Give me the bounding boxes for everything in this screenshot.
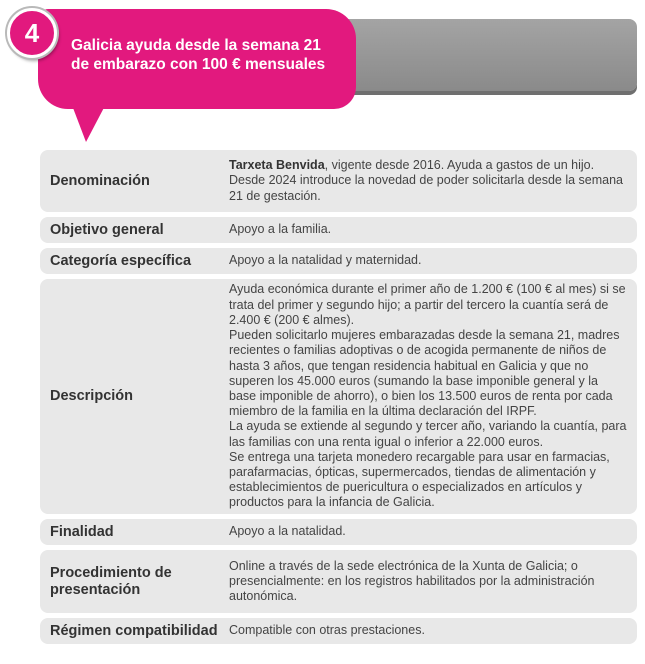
- row-value: [221, 279, 637, 514]
- page-title: [71, 36, 351, 74]
- row-label: Procedimiento de presentación: [50, 564, 172, 598]
- row-value: Apoyo a la familia.: [229, 222, 332, 237]
- table-row-finalidad: [40, 519, 637, 545]
- info-table: [40, 150, 637, 649]
- table-row-denominacion: [40, 150, 637, 212]
- row-label: Descripción: [50, 388, 133, 404]
- description-paragraph: La ayuda se extiende al segundo y tercer año, variando la cuantía, para las familias con una renta igual o inferior a 22.000 euros.: [229, 419, 627, 449]
- description-paragraph: Ayuda económica durante el primer año de 1.200 € (100 € al mes) si se trata del primer y segundo hijo; a partir del tercero la cuantía será de 2.400 € (200 € almes).: [229, 282, 626, 327]
- value-text: , vigente desde 2016. Ayuda a gastos de un hijo. Desde 2024 introduce la novedad de poder solicitarla desde la semana 21 de gestación.: [229, 158, 624, 203]
- table-row-procedimiento: [40, 550, 637, 613]
- row-value: [221, 150, 637, 212]
- page-title-line-1: Galicia ayuda desde la semana 21: [71, 37, 321, 54]
- description-paragraph: Se entrega una tarjeta monedero recargable para usar en farmacias, parafarmacias, ópticas, supermercados, tiendas de alimentación y establecimientos de puericultura o especializados en artículos y productos para la infancia de Galicia.: [229, 449, 610, 510]
- table-row-descripcion: [40, 279, 637, 514]
- row-label: Denominación: [50, 172, 150, 189]
- row-value: Apoyo a la natalidad.: [229, 524, 346, 539]
- row-value: Online a través de la sede electrónica de la Xunta de Galicia; o presencialmente: en los registros habilitados por la administración autonómica.: [229, 558, 595, 604]
- row-label: Finalidad: [50, 523, 114, 540]
- value-bold: Tarxeta Benvida: [229, 158, 325, 173]
- row-label: Objetivo general: [50, 221, 164, 238]
- row-label: Categoría específica: [50, 252, 192, 269]
- row-label: Régimen compatibilidad: [50, 622, 218, 639]
- row-value: Compatible con otras prestaciones.: [229, 623, 425, 638]
- row-value: Apoyo a la natalidad y maternidad.: [229, 253, 422, 268]
- page-title-line-2: de embarazo con 100 € mensuales: [71, 56, 326, 73]
- table-row-regimen: [40, 618, 637, 644]
- table-row-objetivo: [40, 217, 637, 243]
- section-number-badge: 4: [7, 8, 57, 58]
- description-paragraph: Pueden solicitarlo mujeres embarazadas desde la semana 21, madres recientes o familias adoptivas o de acogida permanente de niños de hasta 3 años, que tengan residencia habitual en Galicia y que no superen los 45.000 euros (sumando la base imponible general y la base imponible de ahorro), o bien los 13.500 euros de renta por cada miembro de la familia en la última declaración del IRPF.: [229, 328, 620, 419]
- table-row-categoria: [40, 248, 637, 274]
- speech-bubble-tail: [70, 100, 108, 142]
